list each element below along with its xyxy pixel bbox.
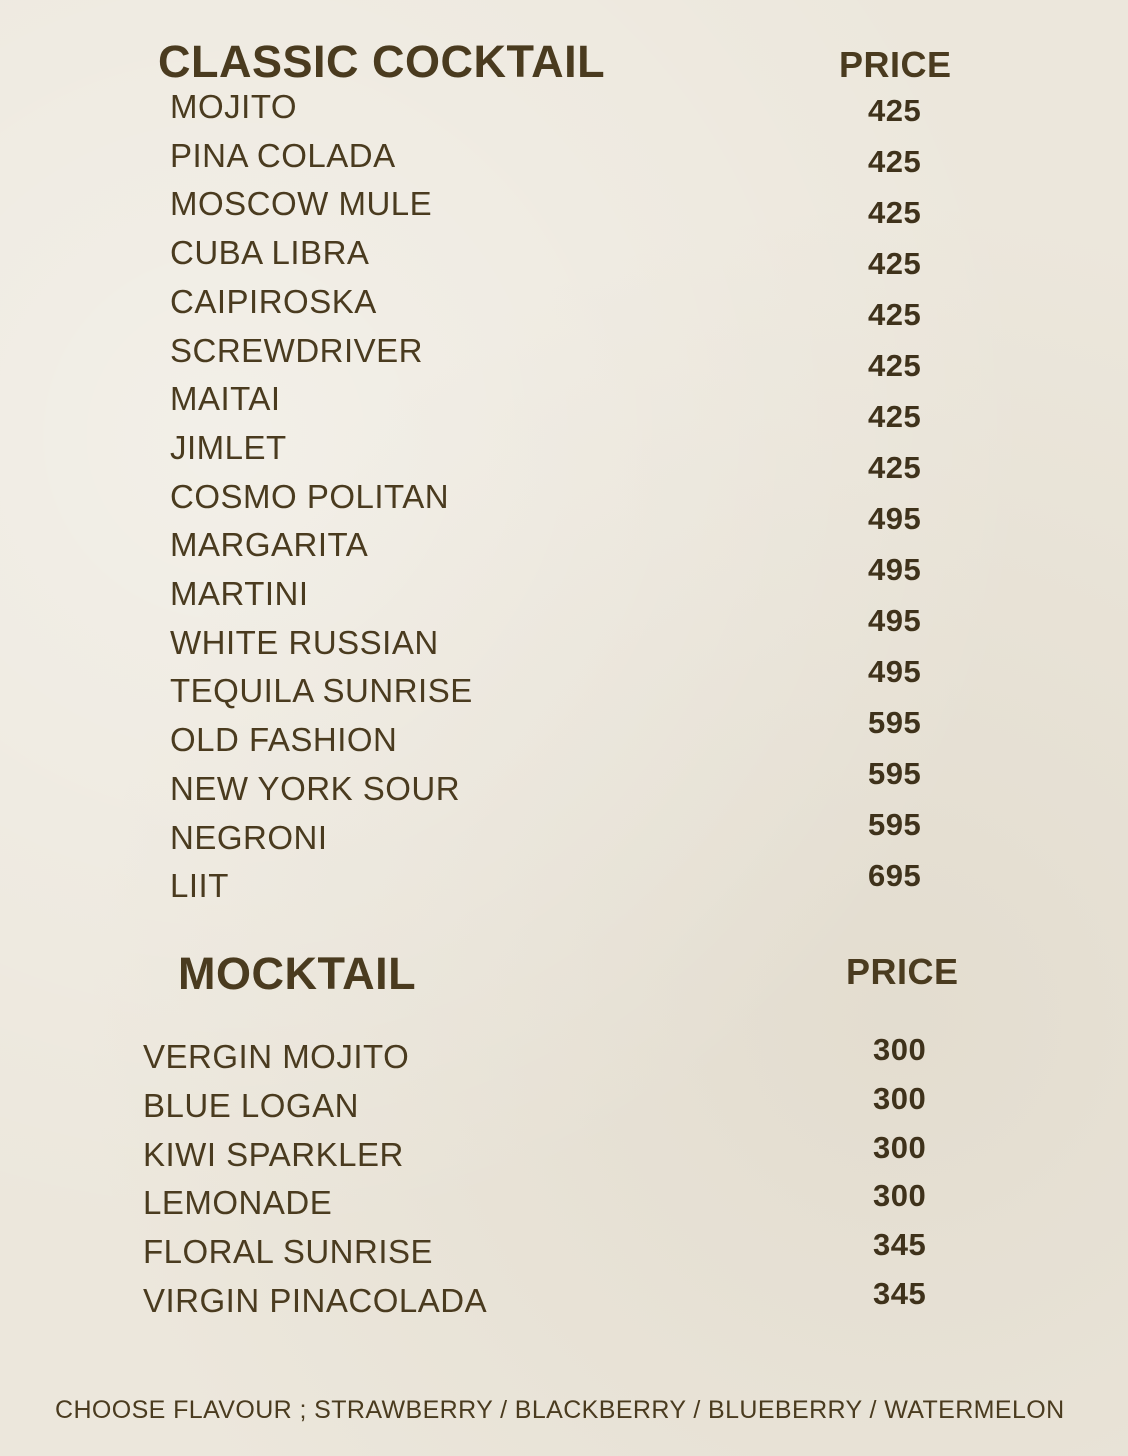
cocktail-name: NEGRONI (170, 818, 328, 856)
mocktail-name: FLORAL SUNRISE (143, 1233, 434, 1271)
cocktail-name: WHITE RUSSIAN (170, 623, 439, 661)
cocktail-price: 425 (868, 297, 922, 332)
cocktail-name: MOSCOW MULE (170, 185, 433, 223)
cocktail-name: OLD FASHION (170, 721, 398, 759)
cocktail-price: 595 (868, 807, 922, 842)
cocktail-price: 425 (868, 144, 922, 179)
cocktail-price: 495 (868, 501, 922, 536)
mocktail-name: VIRGIN PINACOLADA (143, 1282, 488, 1319)
mocktail-price: 300 (873, 1178, 927, 1214)
classic-price-header: PRICE (839, 44, 952, 85)
cocktail-name: MARGARITA (170, 526, 369, 564)
mocktail-price: 300 (873, 1032, 927, 1067)
cocktail-price: 695 (868, 858, 922, 893)
mocktail-price: 300 (873, 1080, 927, 1116)
cocktail-price: 425 (868, 246, 922, 281)
cocktail-price: 595 (868, 705, 922, 740)
flavour-note: CHOOSE FLAVOUR ; STRAWBERRY / BLACKBERRY / BLUEBERRY / WATERMELON (55, 1396, 1065, 1424)
cocktail-price: 425 (868, 195, 922, 230)
cocktail-price: 495 (868, 603, 922, 638)
cocktail-name: LIIT (170, 867, 229, 905)
mocktail-price: 345 (873, 1276, 927, 1311)
cocktail-name: MARTINI (170, 575, 309, 612)
mocktail-price: 300 (873, 1129, 927, 1165)
cocktail-name: JIMLET (170, 428, 287, 466)
cocktail-price: 425 (868, 93, 922, 128)
cocktail-price: 425 (868, 348, 922, 383)
classic-cocktail-title: CLASSIC COCKTAIL (158, 36, 606, 87)
cocktail-name: MOJITO (170, 88, 298, 125)
cocktail-price: 595 (868, 756, 922, 791)
cocktail-name: COSMO POLITAN (170, 477, 450, 515)
mocktail-name: KIWI SPARKLER (143, 1135, 404, 1173)
cocktail-name: MAITAI (170, 380, 281, 418)
mocktail-title: MOCKTAIL (178, 948, 417, 999)
mocktail-name: VERGIN MOJITO (143, 1038, 410, 1075)
mocktail-price-header: PRICE (846, 951, 959, 992)
mocktail-name: BLUE LOGAN (143, 1086, 359, 1124)
cocktail-name: SCREWDRIVER (170, 331, 424, 369)
cocktail-name: TEQUILA SUNRISE (170, 672, 473, 710)
cocktail-name: NEW YORK SOUR (170, 769, 461, 807)
cocktail-price: 495 (868, 552, 922, 587)
cocktail-price: 425 (868, 399, 922, 434)
cocktail-name: PINA COLADA (170, 136, 396, 174)
mocktail-name: LEMONADE (143, 1184, 333, 1222)
cocktail-price: 495 (868, 654, 922, 689)
cocktail-price: 425 (868, 450, 922, 485)
mocktail-price: 345 (873, 1227, 927, 1263)
cocktail-name: CUBA LIBRA (170, 234, 370, 272)
cocktail-name: CAIPIROSKA (170, 282, 377, 320)
